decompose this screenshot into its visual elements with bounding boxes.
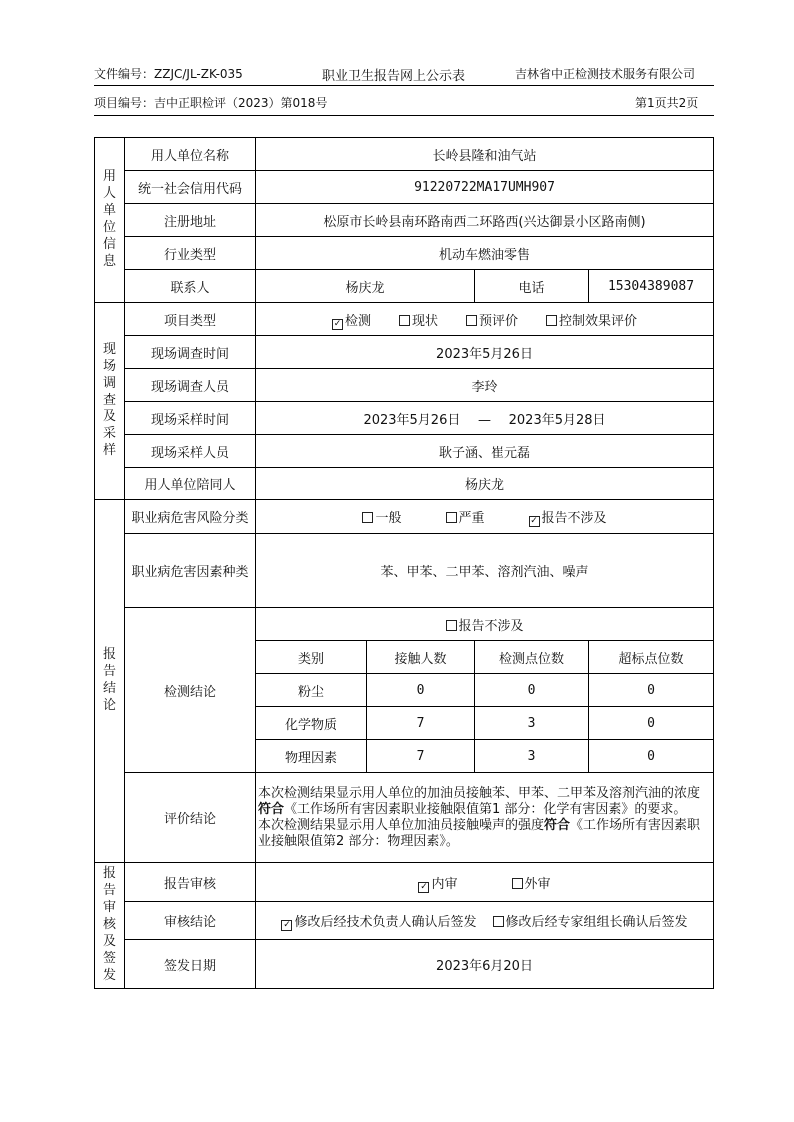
checkbox-pre-evaluation[interactable]	[466, 315, 477, 326]
page-number: 第1页共2页	[635, 96, 699, 110]
option-tech-lead[interactable]: ✓ 修改后经技术负责人确认后签发	[283, 915, 477, 930]
employer-name: 长岭县隆和油气站	[256, 138, 714, 171]
survey-time-label: 现场调查时间	[125, 336, 256, 369]
sampling-end: 2023年5月28日	[508, 412, 606, 428]
row-category: 物理因素	[256, 740, 367, 773]
contact-name: 杨庆龙	[256, 270, 475, 303]
row-category: 粉尘	[256, 674, 367, 707]
credit-code: 91220722MA17UMH907	[256, 171, 714, 204]
surveyor-label: 现场调查人员	[125, 369, 256, 402]
option-internal-audit[interactable]: ✓ 内审	[420, 876, 458, 892]
row-exposed: 7	[367, 707, 475, 740]
date-label: 签发日期	[125, 940, 256, 989]
col-header-exposed: 接触人数	[367, 641, 475, 674]
project-number: 项目编号：吉中正职检评（2023）第018号	[94, 96, 328, 110]
address: 松原市长岭县南环路南西二环路西(兴达御景小区路南侧)	[256, 204, 714, 237]
col-header-exceed: 超标点位数	[589, 641, 714, 674]
checkbox-external-audit[interactable]	[512, 878, 523, 889]
address-label: 注册地址	[125, 204, 256, 237]
eval-paragraph-2: 本次检测结果显示用人单位加油员接触噪声的强度符合《工作场所有害因素职业接触限值第2 部分：物理因素》。	[258, 817, 701, 849]
header-rule-bottom	[94, 115, 714, 116]
section-conclusion: 报 告 结 论	[95, 500, 125, 863]
option-pre-evaluation[interactable]: 预评价	[466, 310, 518, 329]
section-employer: 用 人 单 位 信 息	[95, 138, 125, 303]
option-detection[interactable]: ✓ 检测	[333, 313, 371, 329]
checkbox-tech-lead[interactable]: ✓	[283, 920, 291, 930]
header-rule-top	[94, 85, 714, 86]
detect-not-involved: 报告不涉及	[256, 608, 714, 641]
row-category: 化学物质	[256, 707, 367, 740]
checkbox-serious[interactable]	[446, 512, 457, 523]
survey-time: 2023年5月26日	[256, 336, 714, 369]
sampling-dash: —	[478, 412, 491, 428]
section-survey: 现 场 调 查 及 采 样	[95, 303, 125, 500]
industry: 机动车燃油零售	[256, 237, 714, 270]
col-header-points: 检测点位数	[475, 641, 589, 674]
sampling-time	[256, 402, 714, 435]
company-name: 吉林省中正检测技术服务有限公司	[515, 67, 696, 81]
surveyor: 李玲	[256, 369, 714, 402]
file-number: 文件编号：ZZJC/JL-ZK-035	[94, 67, 243, 81]
disclosure-table	[94, 137, 714, 989]
row-exposed: 0	[367, 674, 475, 707]
project-type-options	[256, 303, 714, 336]
risk-label: 职业病危害风险分类	[125, 500, 256, 534]
escort: 杨庆龙	[256, 468, 714, 500]
checkbox-expert-lead[interactable]	[493, 916, 504, 927]
option-external-audit[interactable]: 外审	[512, 873, 551, 892]
row-points: 0	[475, 674, 589, 707]
option-expert-lead[interactable]: 修改后经专家组组长确认后签发	[493, 911, 688, 930]
row-exposed: 7	[367, 740, 475, 773]
form-title: 职业卫生报告网上公示表	[322, 69, 466, 84]
row-exceed: 0	[589, 674, 714, 707]
checkbox-not-involved[interactable]: ✓	[530, 516, 538, 526]
checkbox-status[interactable]	[399, 315, 410, 326]
row-points: 3	[475, 740, 589, 773]
contact-label: 联系人	[125, 270, 256, 303]
option-not-involved[interactable]: ✓ 报告不涉及	[530, 511, 607, 526]
row-points: 3	[475, 707, 589, 740]
result-label: 审核结论	[125, 902, 256, 940]
option-serious[interactable]: 严重	[446, 507, 485, 526]
sampler: 耿子涵、崔元磊	[256, 435, 714, 468]
detect-label: 检测结论	[125, 608, 256, 773]
phone-label: 电话	[475, 270, 589, 303]
audit-label: 报告审核	[125, 863, 256, 902]
sampling-start: 2023年5月26日	[363, 412, 461, 428]
checkbox-internal-audit[interactable]: ✓	[420, 881, 428, 892]
row-exceed: 0	[589, 740, 714, 773]
project-type-label: 项目类型	[125, 303, 256, 336]
checkbox-general[interactable]	[362, 512, 373, 523]
sampler-label: 现场采样人员	[125, 435, 256, 468]
sampling-time-label: 现场采样时间	[125, 402, 256, 435]
col-header-category: 类别	[256, 641, 367, 674]
audit-options	[256, 863, 714, 902]
factors: 苯、甲苯、二甲苯、溶剂汽油、噪声	[256, 534, 714, 608]
industry-label: 行业类型	[125, 237, 256, 270]
result-options	[256, 902, 714, 940]
row-exceed: 0	[589, 707, 714, 740]
checkbox-detect-not-involved[interactable]	[446, 620, 457, 631]
issue-date: 2023年6月20日	[256, 940, 714, 989]
eval-paragraph-1: 本次检测结果显示用人单位的加油员接触苯、甲苯、二甲苯及溶剂汽油的浓度符合《工作场所有害因素职业接触限值第1 部分：化学有害因素》的要求。	[258, 785, 701, 817]
employer-name-label: 用人单位名称	[125, 138, 256, 171]
option-general[interactable]: 一般	[362, 507, 401, 526]
section-review: 报 告 审 核 及 签 发	[95, 863, 125, 989]
checkbox-detection[interactable]: ✓	[333, 318, 342, 329]
eval-text	[256, 773, 714, 863]
eval-label: 评价结论	[125, 773, 256, 863]
risk-options	[256, 500, 714, 534]
credit-code-label: 统一社会信用代码	[125, 171, 256, 204]
option-control-effect[interactable]: 控制效果评价	[546, 310, 637, 329]
escort-label: 用人单位陪同人	[125, 468, 256, 500]
checkbox-control-effect[interactable]	[546, 315, 557, 326]
phone-number: 15304389087	[589, 270, 714, 303]
option-status[interactable]: 现状	[399, 310, 438, 329]
factors-label: 职业病危害因素种类	[125, 534, 256, 608]
